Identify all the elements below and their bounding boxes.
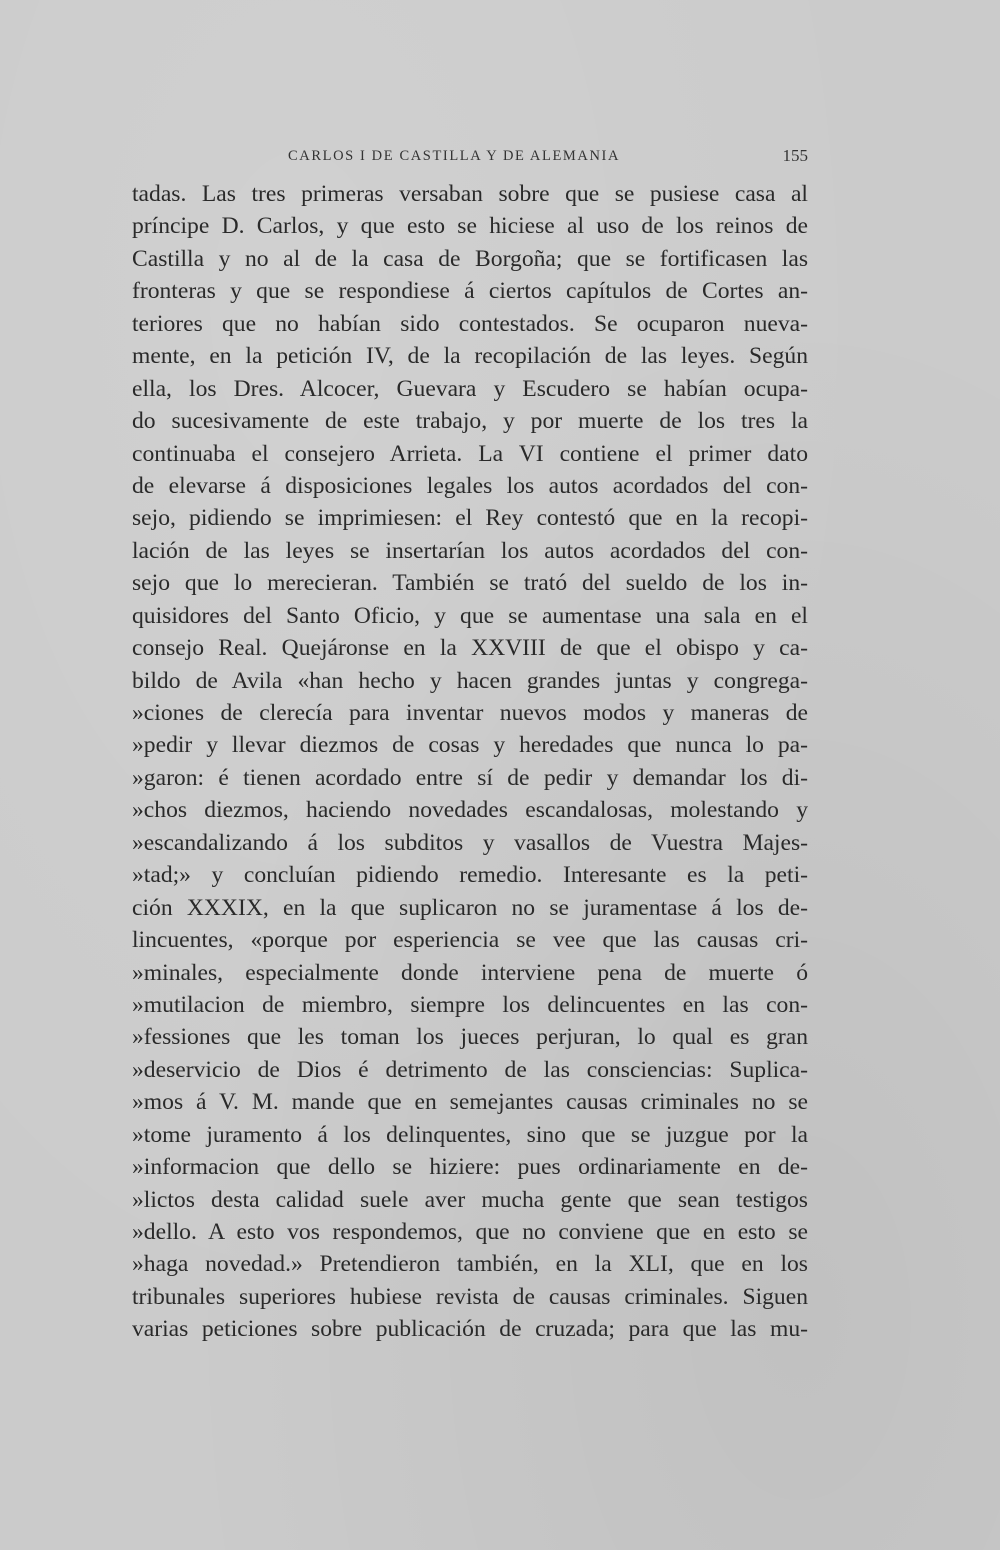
text-line: »escandalizando á los subditos y vasallos de Vuestra Majes- [132,829,808,856]
text-line: »ciones de clerecía para inventar nuevos modos y maneras de [132,700,808,726]
text-line: »mutilacion de miembro, siempre los delincuentes en las con- [132,991,808,1018]
text-line: ción XXXIX, en la que suplicaron no se juramentase á los de- [132,894,808,921]
text-line: fronteras y que se respondiese á ciertos capítulos de Cortes an- [132,278,808,305]
text-line: príncipe D. Carlos, y que esto se hiciese al uso de los reinos de [132,213,808,240]
text-line: »pedir y llevar diezmos de cosas y heredades que nunca lo pa- [132,732,808,759]
text-line: mente, en la petición IV, de la recopilación de las leyes. Según [132,343,808,370]
text-line: »tome juramento á los delinquentes, sino que se juzgue por la [132,1121,808,1148]
text-line: de elevarse á disposiciones legales los autos acordados del con- [132,472,808,499]
text-line: »fessiones que les toman los jueces perjuran, lo qual es gran [132,1024,808,1051]
text-line: »informacion que dello se hiziere: pues ordinariamente en de- [132,1154,808,1181]
running-head [288,148,808,172]
text-line: ella, los Dres. Alcocer, Guevara y Escudero se habían ocupa- [132,375,808,402]
text-line: »minales, especialmente donde interviene pena de muerte ó [132,959,808,986]
text-line: lación de las leyes se insertarían los autos acordados del con- [132,537,808,564]
text-line: lincuentes, «porque por esperiencia se vee que las causas cri- [132,927,808,954]
text-line: Castilla y no al de la casa de Borgoña; que se fortificasen las [132,245,808,272]
running-title: CARLOS I DE CASTILLA Y DE ALEMANIA [288,148,621,164]
text-line: »mos á V. M. mande que en semejantes causas criminales no se [132,1089,808,1116]
text-line: do sucesivamente de este trabajo, y por muerte de los tres la [132,408,808,435]
text-line: bildo de Avila «han hecho y hacen grandes juntas y congrega- [132,667,808,694]
text-line: tribunales superiores hubiese revista de causas criminales. Siguen [132,1283,808,1310]
text-line: varias peticiones sobre publicación de cruzada; para que las mu- [132,1316,808,1343]
text-line: »tad;» y concluían pidiendo remedio. Interesante es la peti- [132,862,808,889]
text-line: teriores que no habían sido contestados. Se ocuparon nueva- [132,310,808,337]
text-line: »deservicio de Dios é detrimento de las consciencias: Suplica- [132,1056,808,1083]
text-line: »garon: é tienen acordado entre sí de pedir y demandar los di- [132,764,808,791]
text-line: quisidores del Santo Oficio, y que se aumentase una sala en el [132,602,808,629]
text-line: tadas. Las tres primeras versaban sobre que se pusiese casa al [132,181,808,207]
text-line: »haga novedad.» Pretendieron también, en la XLI, que en los [132,1251,808,1278]
text-line: »chos diezmos, haciendo novedades escandalosas, molestando y [132,797,808,824]
text-line: »lictos desta calidad suele aver mucha gente que sean testigos [132,1186,808,1213]
text-line: continuaba el consejero Arrieta. La VI contiene el primer dato [132,440,808,467]
text-line: sejo, pidiendo se imprimiesen: el Rey contestó que en la recopi- [132,505,808,532]
body-text [132,178,808,1346]
text-line: »dello. A esto vos respondemos, que no conviene que en esto se [132,1219,808,1245]
page-number: 155 [782,146,808,165]
text-line: consejo Real. Quejáronse en la XXVIII de que el obispo y ca- [132,635,808,662]
text-line: sejo que lo merecieran. También se trató del sueldo de los in- [132,570,808,597]
